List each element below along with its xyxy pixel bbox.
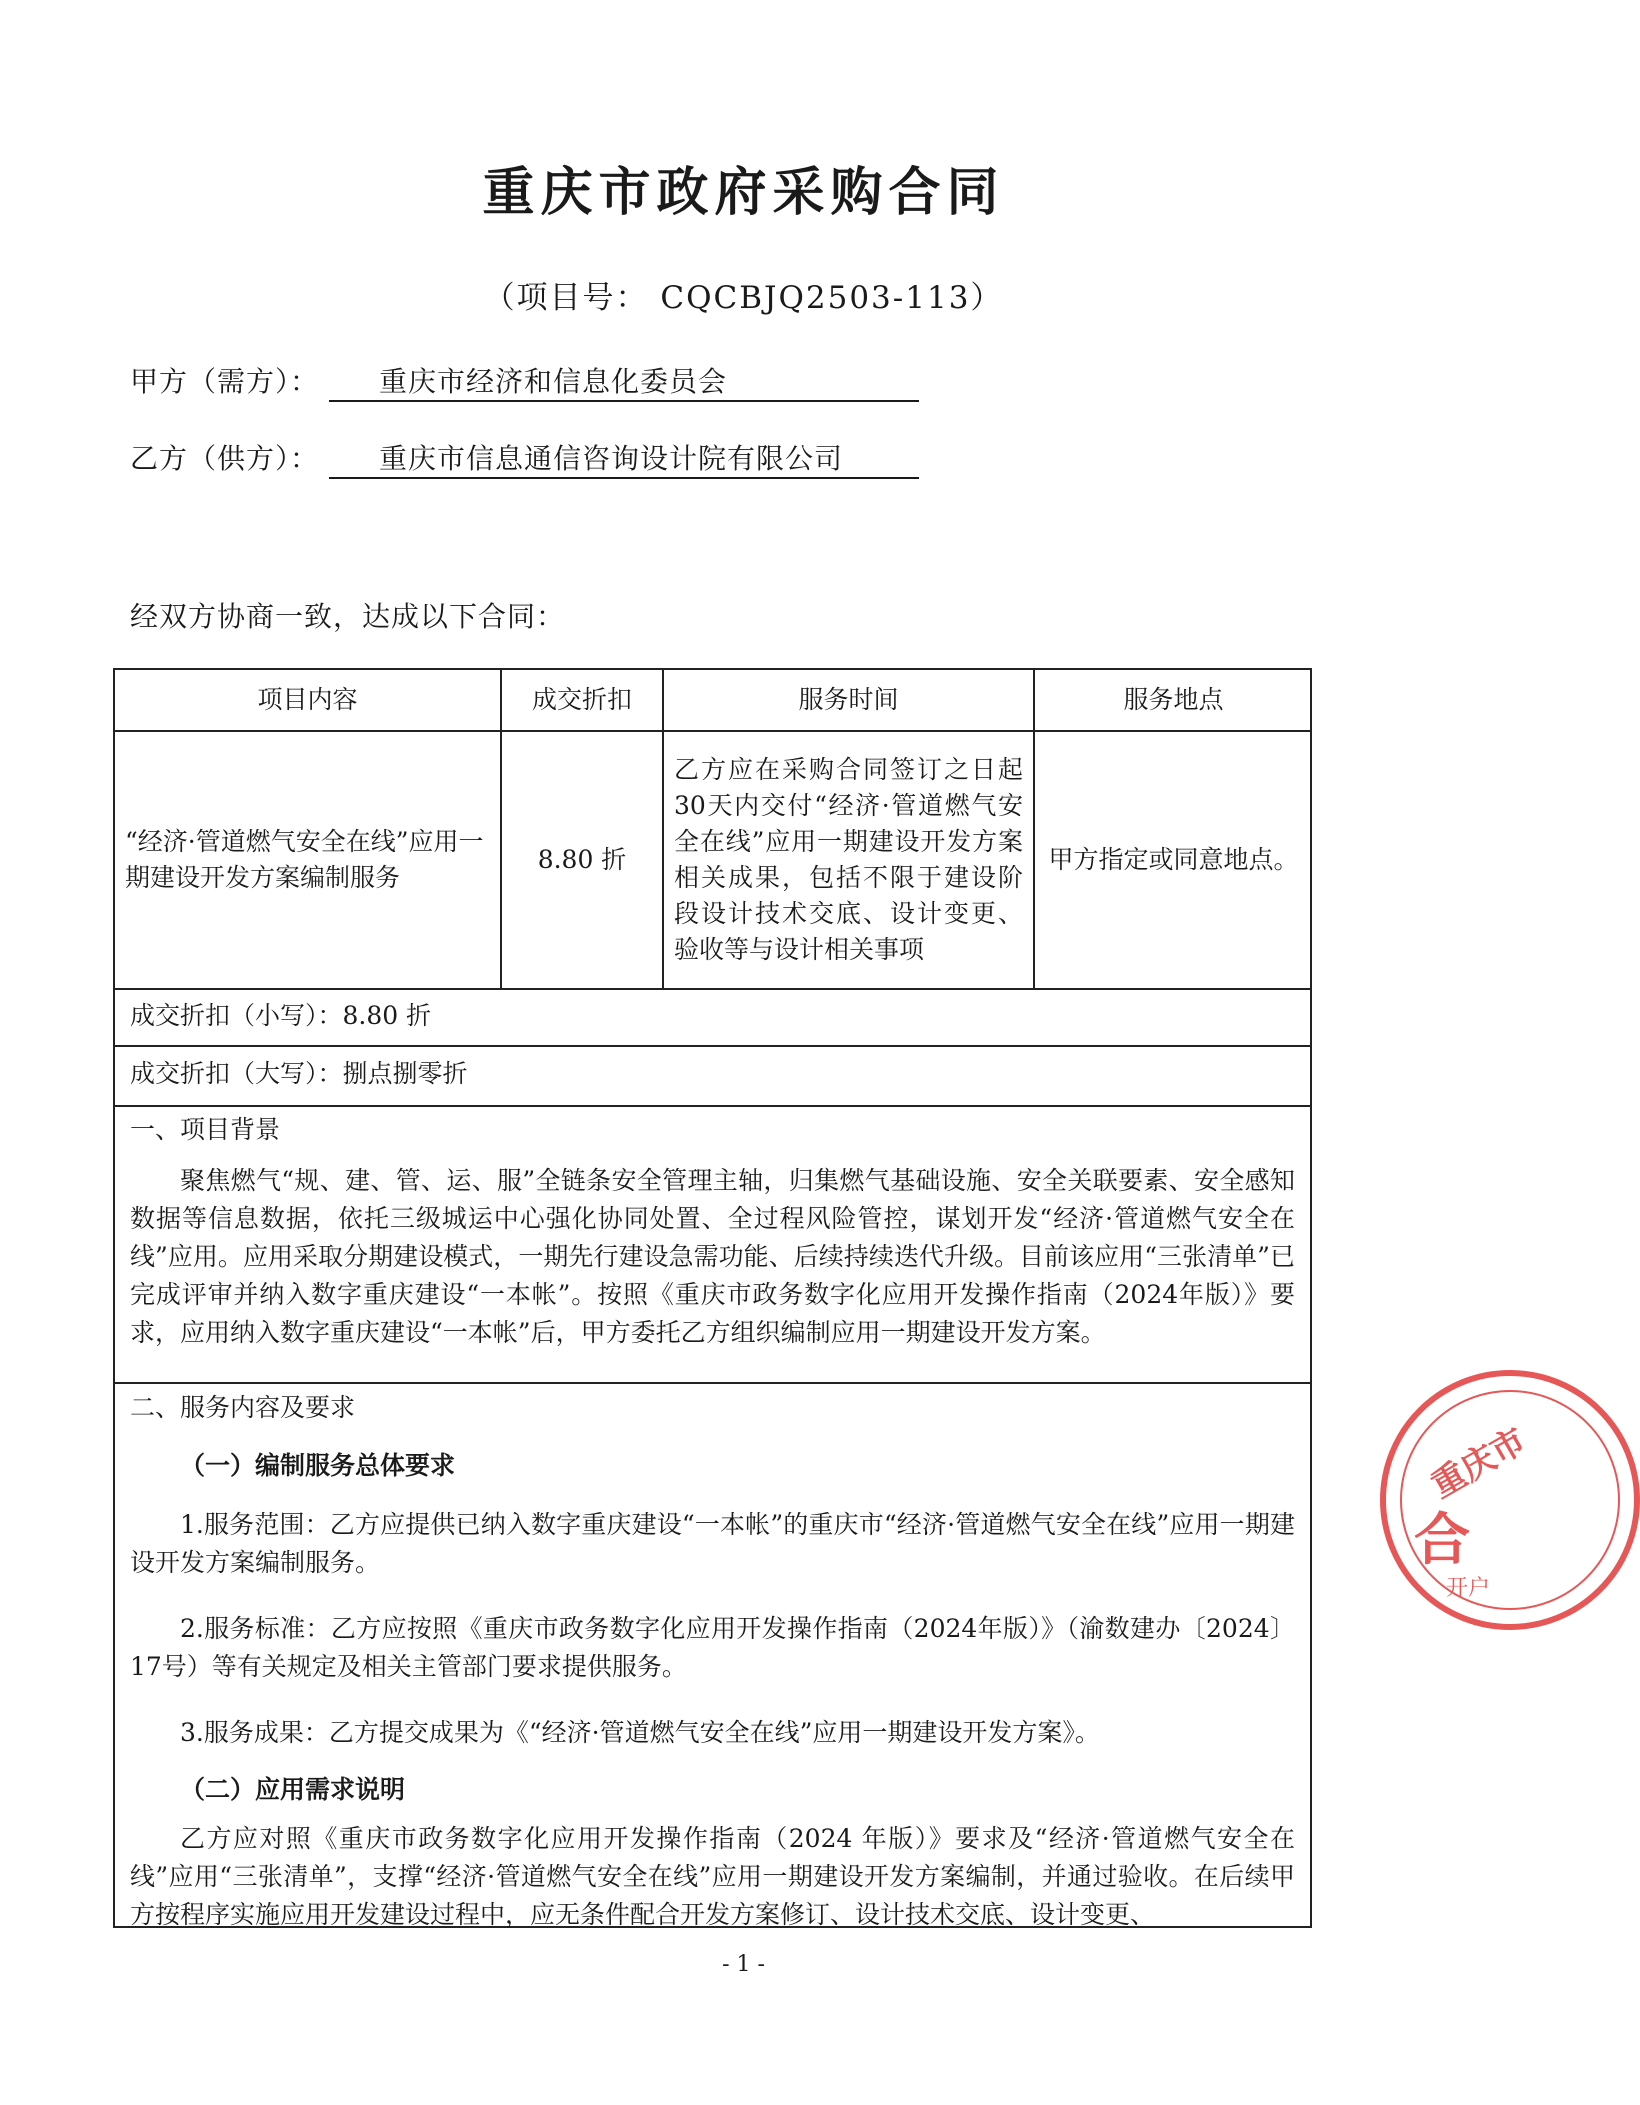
section1-heading: 一、项目背景 (130, 1115, 281, 1144)
header-service-location: 服务地点 (1123, 685, 1224, 714)
page-number: - 1 - (722, 1952, 765, 1977)
header-discount: 成交折扣 (531, 685, 632, 714)
header-project-content: 项目内容 (257, 685, 358, 714)
contract-table (113, 668, 1312, 1928)
cell-service-location: 甲方指定或同意地点。 (1048, 845, 1299, 874)
cell-service-time: 乙方应在采购合同签订之日起30天内交付“经济·管道燃气安全在线”应用一期建设开发方案相关成果，包括不限于建设阶段设计技术交底、设计变更、验收等与设计相关事项 (674, 755, 1023, 964)
official-seal (1380, 1370, 1640, 1630)
discount-lowercase: 成交折扣（小写）：8.80 折 (130, 1001, 432, 1030)
seal-text-main: 合 (1414, 1507, 1470, 1573)
section1-body: 聚焦燃气“规、建、管、运、服”全链条安全管理主轴，归集燃气基础设施、安全关联要素、安全感知数据等信息数据，依托三级城运中心强化协同处置、全过程风险管控，谋划开发“经济·管道燃气安全在线”应用。应用采取分期建设模式，一期先行建设急需功能、后续持续迭代升级。目前该应用“三张清单”已完成评审并纳入数字重庆建设“一本帐”。按照《重庆市政务数字化应用开发操作指南（2024年版）》要求，应用纳入数字重庆建设“一本帐”后，甲方委托乙方组织编制应用一期建设开发方案。 (130, 1166, 1295, 1347)
section2-sub2: （二）应用需求说明 (180, 1775, 406, 1804)
header-service-time: 服务时间 (798, 685, 899, 714)
party-a (130, 360, 919, 402)
document-title: 重庆市政府采购合同 (482, 162, 1005, 223)
section2-sub1: （一）编制服务总体要求 (180, 1451, 456, 1480)
section2-item2: 2.服务标准：乙方应按照《重庆市政务数字化应用开发操作指南（2024年版）》（渝数建办〔2024〕17号）等有关规定及相关主管部门要求提供服务。 (130, 1614, 1295, 1681)
section2-item1: 1.服务范围：乙方应提供已纳入数字重庆建设“一本帐”的重庆市“经济·管道燃气安全在线”应用一期建设开发方案编制服务。 (130, 1510, 1295, 1577)
seal-text-bottom: 开户 (1446, 1576, 1491, 1601)
cell-project-content: “经济·管道燃气安全在线”应用一期建设开发方案编制服务 (125, 827, 484, 892)
discount-uppercase: 成交折扣（大写）：捌点捌零折 (130, 1059, 468, 1088)
seal-text-top: 重庆市 (1424, 1420, 1533, 1507)
party-b-name: 重庆市信息通信咨询设计院有限公司 (329, 437, 919, 479)
intro-text: 经双方协商一致，达成以下合同： (130, 600, 566, 633)
party-b-label: 乙方（供方）： (130, 442, 320, 475)
party-a-name: 重庆市经济和信息化委员会 (329, 360, 919, 402)
section2-heading: 二、服务内容及要求 (130, 1393, 356, 1422)
cell-discount: 8.80 折 (537, 845, 627, 874)
section2-body2: 乙方应对照《重庆市政务数字化应用开发操作指南（2024 年版）》要求及“经济·管道燃气安全在线”应用“三张清单”，支撑“经济·管道燃气安全在线”应用一期建设开发方案编制，并通过验收。在后续甲方按程序实施应用开发建设过程中，应无条件配合开发方案修订、设计技术交底、设计变更、 (130, 1824, 1295, 1929)
section2-item3: 3.服务成果：乙方提交成果为《“经济·管道燃气安全在线”应用一期建设开发方案》。 (180, 1718, 1100, 1747)
party-a-label: 甲方（需方）： (130, 365, 320, 398)
party-b (130, 437, 919, 479)
project-number: （项目号： CQCBJQ2503-113） (483, 280, 1004, 316)
